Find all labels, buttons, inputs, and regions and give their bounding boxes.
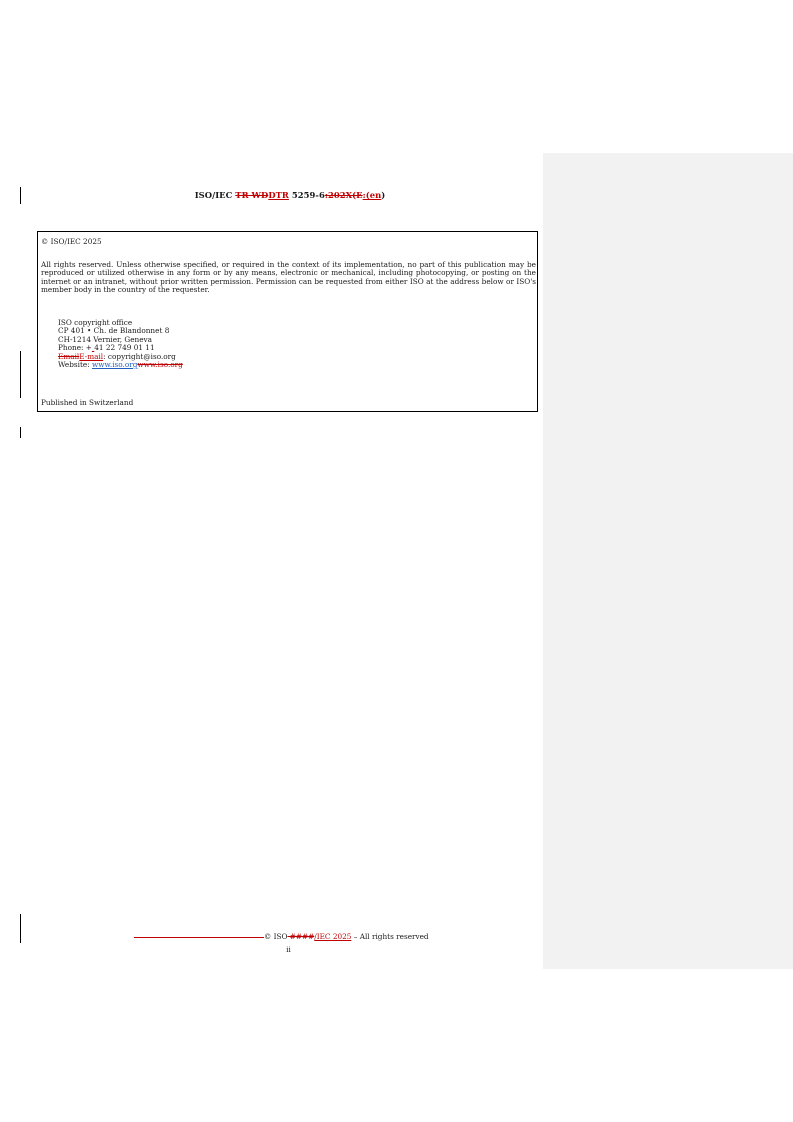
published-in: Published in Switzerland — [41, 398, 134, 407]
footer-rights: – All rights reserved — [351, 932, 429, 941]
header-deleted-year: :202X(E — [324, 190, 363, 200]
website-link[interactable]: www.iso.org — [92, 360, 138, 370]
header-prefix: ISO/IEC — [194, 190, 236, 200]
phone-label: Phone: + — [58, 343, 92, 353]
change-bar — [20, 351, 21, 398]
website-deleted: www.iso.org — [137, 360, 183, 370]
website-line — [58, 361, 183, 369]
page-footer — [264, 932, 429, 941]
header-number: 5259-6 — [288, 190, 325, 200]
footer-deleted: #### — [287, 932, 315, 941]
address-line-1: CP 401 • Ch. de Blandonnet 8 — [58, 326, 170, 336]
copyright-office-address — [58, 319, 183, 369]
comments-pane — [543, 153, 793, 969]
header-deleted-type: TR WD — [235, 190, 269, 200]
office-name: ISO copyright office — [58, 318, 133, 327]
copyright-box — [37, 231, 538, 412]
email-address: : copyright@iso.org — [103, 351, 176, 361]
header-suffix: ) — [381, 190, 386, 200]
footer-inserted-line — [134, 937, 264, 938]
email-inserted: E-mail — [79, 351, 104, 361]
phone-number: 41 22 749 01 11 — [94, 343, 155, 353]
copyright-title: © ISO/IEC 2025 — [41, 237, 102, 246]
address-line-2: CH-1214 Vernier, Geneva — [58, 334, 153, 344]
header-inserted-lang: :(en — [362, 190, 382, 200]
change-bar — [20, 427, 21, 438]
page-number: ii — [286, 945, 291, 954]
document-header — [0, 190, 580, 200]
header-inserted-type: DTR — [268, 190, 289, 200]
copyright-paragraph: All rights reserved. Unless otherwise specified, or required in the context of its implementation, no part of this publication may be reproduced or utilized otherwise in any form or by any means, electronic or mechanical, including photocopying, or posting on the internet or an intranet, without prior written permission. Permission can be requested from either ISO at the address below or ISO's member body in the country of the requester. — [41, 260, 536, 295]
email-deleted: Email — [58, 351, 80, 361]
footer-inserted: /IEC 2025 — [314, 932, 352, 941]
change-bar — [20, 914, 21, 943]
footer-copyright: © ISO — [264, 932, 288, 941]
website-label: Website: — [58, 360, 93, 370]
